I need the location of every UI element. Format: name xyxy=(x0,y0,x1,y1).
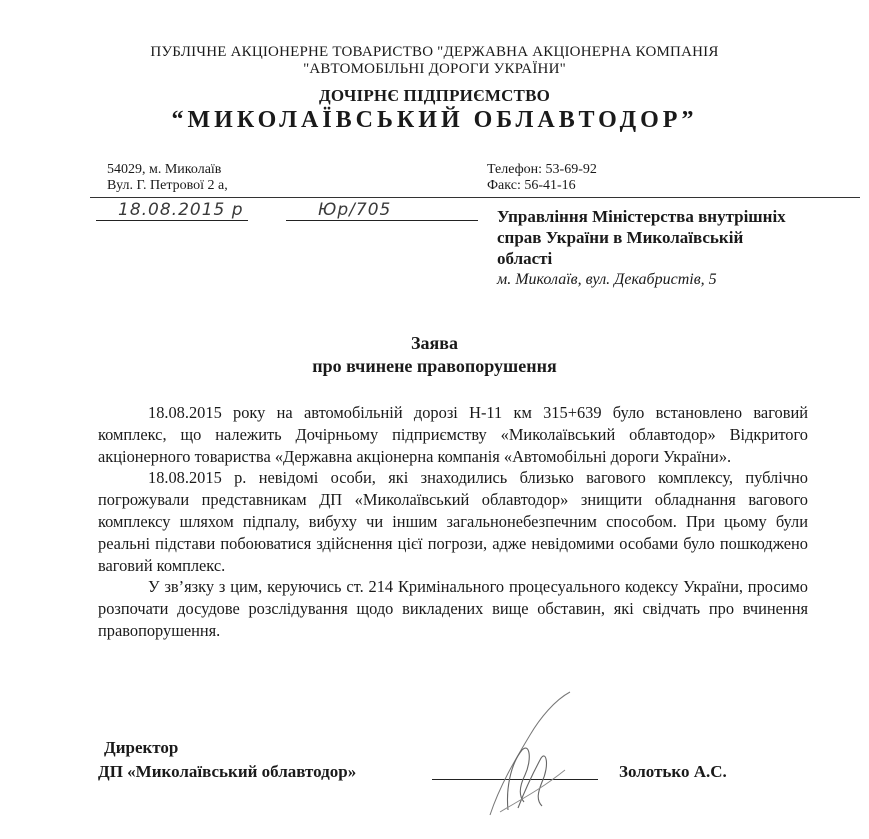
letterhead-subsidiary-label: ДОЧІРНЄ ПІДПРИЄМСТВО xyxy=(318,86,551,105)
address-line2: Вул. Г. Петрової 2 а, xyxy=(107,178,228,193)
document-body xyxy=(98,402,808,642)
signatory-position: Директор xyxy=(104,738,179,757)
letterhead-divider xyxy=(90,197,860,198)
signatory-organization: ДП «Миколаївський облавтодор» xyxy=(98,762,357,781)
letterhead-org-name: “МИКОЛАЇВСЬКИЙ ОБЛАВТОДОР” xyxy=(171,107,698,133)
body-paragraph: 18.08.2015 р. невідомі особи, які знаходились близько вагового комплексу, публічно погрожували представникам ДП «Миколаївський облавтодор» знищити обладнання вагового комплексу шляхом підпалу, вибуху чи іншим загальнонебезпечним способом. При цьому були реальні підстави побоюватися здійснення цієї погрози, адже невідомими особами було пошкоджено ваговий комплекс. xyxy=(98,468,808,575)
document-subtitle: про вчинене правопорушення xyxy=(312,356,557,376)
letterhead-parent-line1: ПУБЛІЧНЕ АКЦІОНЕРНЕ ТОВАРИСТВО "ДЕРЖАВНА АКЦІОНЕРНА КОМПАНІЯ xyxy=(150,44,719,60)
address-line1: 54029, м. Миколаїв xyxy=(107,162,222,177)
handwritten-signature-icon xyxy=(470,690,590,820)
recipient-line3: області xyxy=(497,249,553,268)
recipient-line2: справ України в Миколаївській xyxy=(497,228,744,247)
body-paragraph: У зв’язку з цим, керуючись ст. 214 Кримінального процесуального кодексу України, просимо розпочати досудове розслідування щодо викладених вище обставин, які свідчать про вчинення правопорушення. xyxy=(98,577,808,640)
document-title: Заява xyxy=(411,333,458,353)
reference-number: Юр/705 xyxy=(318,200,392,220)
reference-date: 18.08.2015 р xyxy=(118,200,244,220)
recipient-line1: Управління Міністерства внутрішніх xyxy=(497,207,786,226)
fax: Факс: 56-41-16 xyxy=(487,178,576,193)
recipient-address: м. Миколаїв, вул. Декабристів, 5 xyxy=(497,271,717,288)
phone: Телефон: 53-69-92 xyxy=(487,162,597,177)
body-paragraph: 18.08.2015 року на автомобільній дорозі Н-11 км 315+639 було встановлено ваговий комплекс, що належить Дочірньому підприємству «Миколаївський облавтодор» Відкритого акціонерного товариства «Державна акціонерна компанія «Автомобільні дороги України». xyxy=(98,403,808,466)
reference-number-underline xyxy=(286,220,478,221)
letterhead-parent-line2: "АВТОМОБІЛЬНІ ДОРОГИ УКРАЇНИ" xyxy=(303,61,566,77)
reference-date-underline xyxy=(96,220,248,221)
signatory-name: Золотько А.С. xyxy=(619,762,727,781)
